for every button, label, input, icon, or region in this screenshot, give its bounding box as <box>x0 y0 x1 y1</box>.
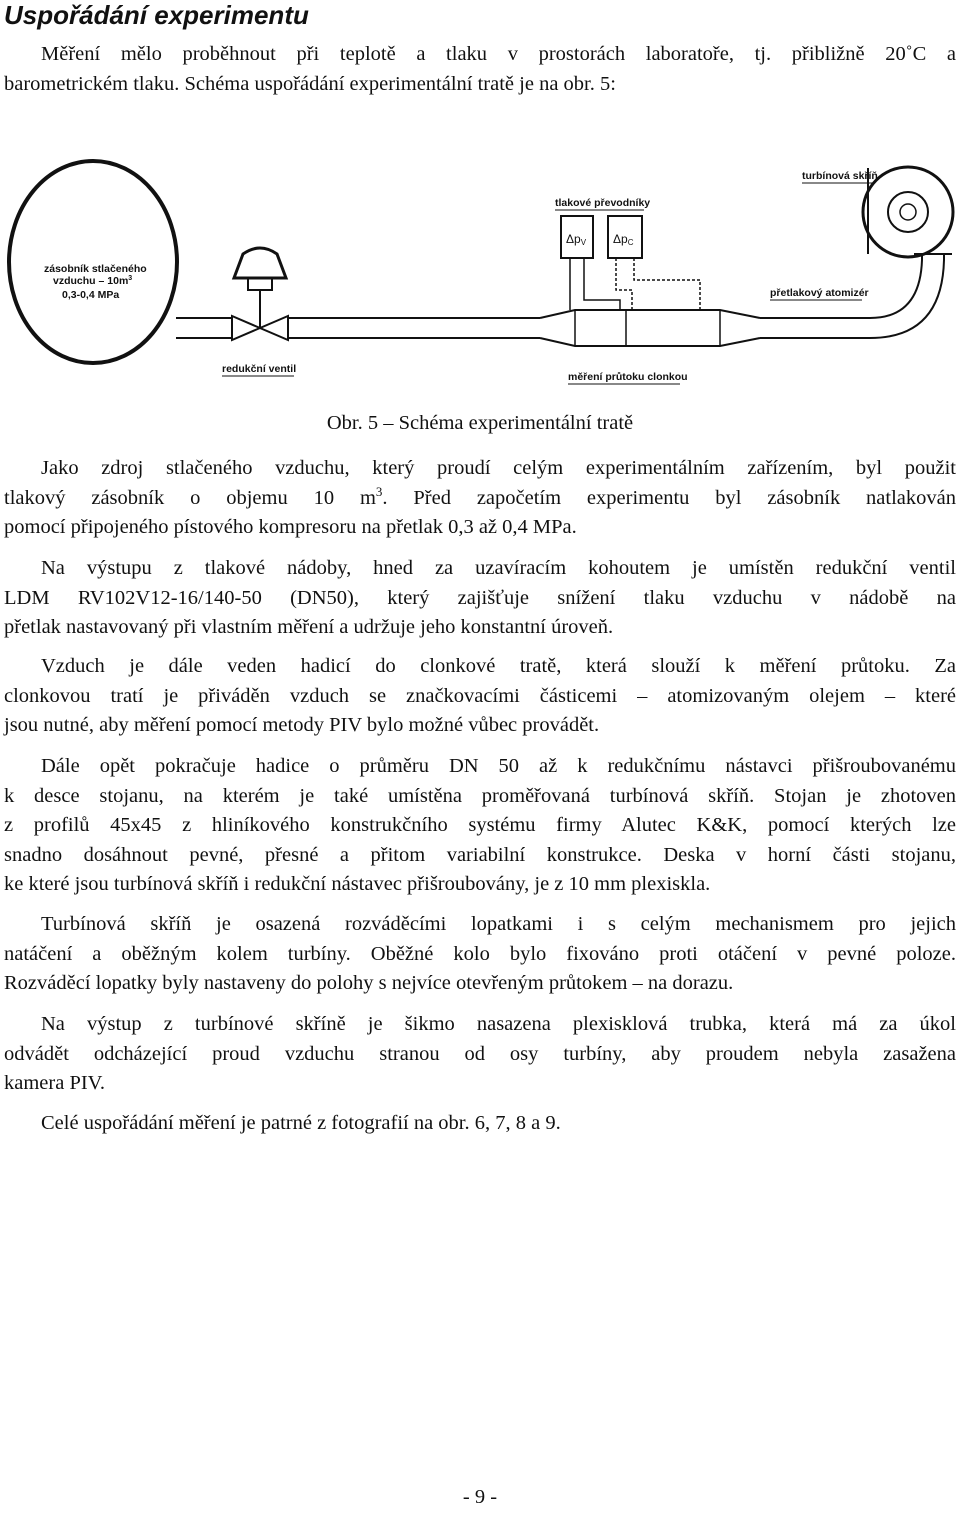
p3-line-2: clonkovou tratí je přiváděn vzduch se značkovacími částicemi – atomizovaným olejem – které <box>4 684 956 707</box>
p2-line-1: Na výstupu z tlakové nádoby, hned za uzavíracím kohoutem je umístěn redukční ventil <box>41 557 956 579</box>
turbine-label: turbínová skříň <box>802 170 878 182</box>
valve-label: redukční ventil <box>222 363 297 375</box>
experiment-schematic <box>0 150 960 400</box>
p4-line-3: z profilů 45x45 z hliníkového konstrukčního systému firmy Alutec K&K, pomocí kterých lze <box>4 814 956 837</box>
p4-line-2: k desce stojanu, na kterém je také umístěna proměřovaná turbínová skříň. Stojan je zhotoven <box>4 784 956 807</box>
p5-line-1: Turbínová skříň je osazená rozváděcími lopatkami i s celým mechanismem pro jejich <box>41 913 956 935</box>
p2-line-3: přetlak nastavovaný při vlastním měření a udržuje jeho konstantní úroveň. <box>4 616 614 639</box>
transducers-label: tlakové převodníky <box>555 197 651 209</box>
figure-caption: Obr. 5 – Schéma experimentální tratě <box>326 412 634 434</box>
p1-line-1: Jako zdroj stlačeného vzduchu, který proudí celým experimentálním zařízením, byl použit <box>41 457 956 479</box>
dpc-label: ΔpC <box>613 232 634 247</box>
paragraph-6 <box>4 1010 956 1099</box>
paragraph-3 <box>4 652 956 741</box>
p3-line-3: jsou nutné, aby měření pomocí metody PIV bylo možné vůbec provádět. <box>4 714 600 737</box>
p5-line-3: Rozváděcí lopatky byly nastaveny do polohy s nejvíce otevřeným průtokem – na dorazu. <box>4 972 734 995</box>
p4-line-4: snadno dosáhnout pevné, přesné a přitom variabilní konstrukce. Deska v horní části stojanu, <box>4 843 956 866</box>
p3-line-1: Vzduch je dále veden hadicí do clonkové tratě, která slouží k měření průtoku. Za <box>41 655 956 677</box>
tank-shape <box>9 161 177 363</box>
tank-label-3: 0,3-0,4 MPa <box>62 289 120 301</box>
intro-paragraph <box>4 40 956 99</box>
paragraph-5 <box>4 910 956 999</box>
paragraph-4 <box>4 752 956 900</box>
paragraph-7 <box>4 1109 956 1139</box>
section-heading: Uspořádání experimentu <box>4 0 309 30</box>
p4-line-5: ke které jsou turbínová skříň i redukční nástavec přišroubovány, je z 10 mm plexiskla. <box>4 873 711 896</box>
p6-line-3: kamera PIV. <box>4 1072 105 1095</box>
orifice-label: měření průtoku clonkou <box>568 371 688 383</box>
intro-line-2: barometrickém tlaku. Schéma uspořádání experimentální tratě je na obr. 5: <box>4 72 616 95</box>
p2-line-2: LDM RV102V12-16/140-50 (DN50), který zajišťuje snížení tlaku vzduchu v nádobě na <box>4 586 956 609</box>
dpv-label: ΔpV <box>566 232 587 247</box>
p6-line-1: Na výstup z turbínové skříně je šikmo nasazena plexisklová trubka, která má za úkol <box>41 1013 956 1035</box>
paragraph-2 <box>4 554 956 643</box>
p7-line-1: Celé uspořádání měření je patrné z fotografií na obr. 6, 7, 8 a 9. <box>41 1112 561 1134</box>
page-number: - 9 - <box>462 1486 498 1508</box>
p1-line-2: tlakový zásobník o objemu 10 $m^3$. Před započetím experimentu byl zásobník natlakován <box>4 483 956 509</box>
p5-line-2: natáčení a oběžným kolem turbíny. Oběžné kolo bylo fixováno proti otáčení v pevné poloze. <box>4 942 956 965</box>
p4-line-1: Dále opět pokračuje hadice o průměru DN 50 až k redukčnímu nástavci přišroubovanému <box>41 755 956 777</box>
paragraph-1 <box>4 454 956 543</box>
p1-line-3: pomocí připojeného pístového kompresoru na přetlak 0,3 až 0,4 MPa. <box>4 516 577 539</box>
atomizer-label: přetlakový atomizér <box>770 287 869 299</box>
intro-line-1: Měření mělo proběhnout při teplotě a tlaku v prostorách laboratoře, tj. přibližně 20˚C a <box>41 43 956 65</box>
turbine-casing <box>863 167 953 257</box>
tank-label-2: vzduchu – $10m^3$ <box>53 275 133 287</box>
tank-label-1: zásobník stlačeného <box>44 263 147 275</box>
p6-line-2: odvádět odcházející proud vzduchu stranou od osy turbíny, aby proudem nebyla zasažena <box>4 1042 956 1065</box>
